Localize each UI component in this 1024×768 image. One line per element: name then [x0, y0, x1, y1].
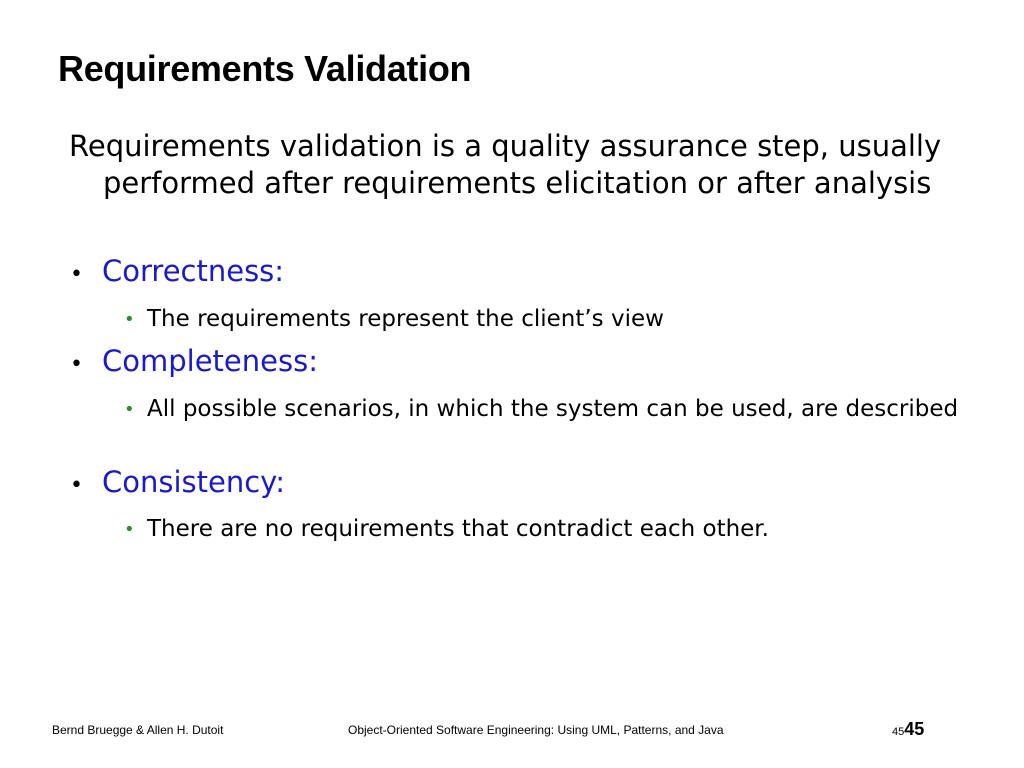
- sub-bullet-dot-icon: •: [124, 519, 135, 540]
- sub-bullet-dot-icon: •: [124, 399, 135, 420]
- slide-title: Requirements Validation: [58, 48, 472, 89]
- bullet-dot-icon: •: [70, 473, 83, 498]
- item-heading: Consistency:: [102, 465, 286, 499]
- bullet-dot-icon: •: [70, 352, 83, 377]
- intro-paragraph: Requirements validation is a quality assurance step, usually performed after requirements elicitation or after analysis: [69, 129, 942, 200]
- bullet-dot-icon: •: [70, 262, 83, 287]
- page-number: [892, 719, 924, 740]
- page-number-large: 45: [904, 719, 925, 739]
- item-detail: The requirements represent the client’s view: [147, 306, 664, 332]
- item-heading: Completeness:: [102, 344, 318, 378]
- footer-authors: Bernd Bruegge & Allen H. Dutoit: [52, 723, 224, 737]
- item-heading: Correctness:: [102, 254, 285, 288]
- item-detail: All possible scenarios, in which the system can be used, are described: [147, 396, 959, 422]
- page-number-small: 45: [892, 726, 905, 738]
- item-detail: There are no requirements that contradict each other.: [147, 516, 769, 542]
- footer-book-title: Object-Oriented Software Engineering: Using UML, Patterns, and Java: [348, 723, 724, 737]
- sub-bullet-dot-icon: •: [124, 309, 135, 330]
